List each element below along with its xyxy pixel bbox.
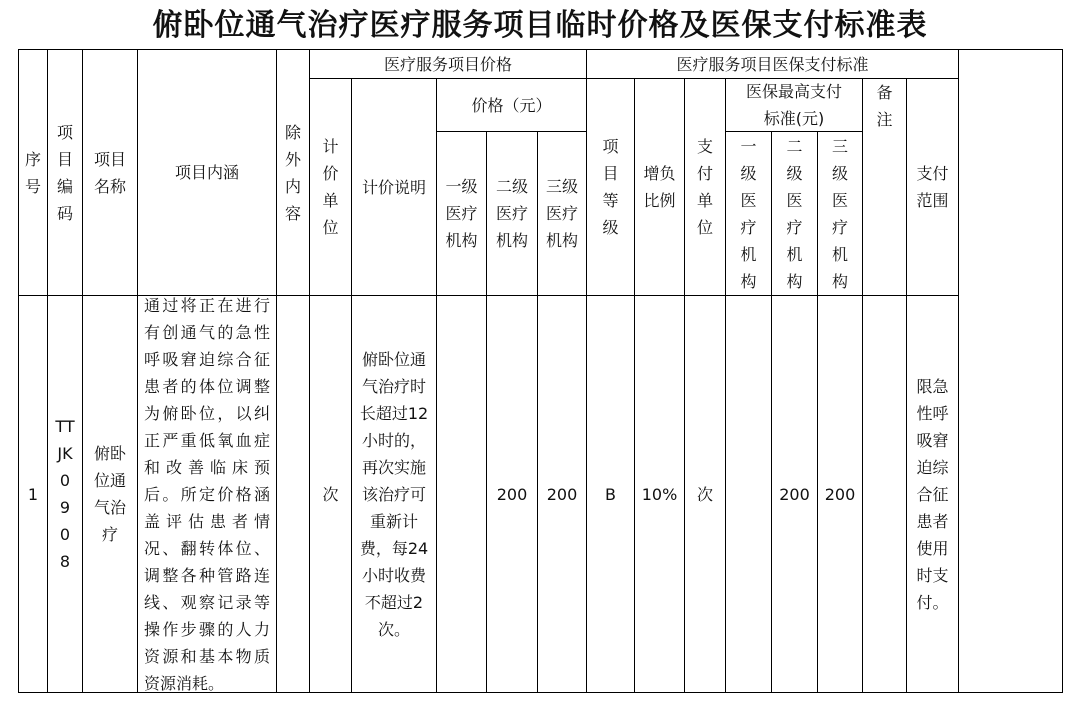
row-seq: 1	[27, 484, 39, 504]
row-level3: 200	[546, 484, 578, 504]
header-level1: 一级医疗机构	[445, 177, 478, 250]
header-max-l3: 三级医疗机构	[832, 136, 849, 291]
row-level2: 200	[496, 484, 528, 504]
header-max-pay: 医保最高支付标准(元)	[745, 82, 842, 128]
row-unit: 次	[322, 484, 339, 504]
header-insurance-group: 医疗服务项目医保支付标准	[676, 54, 869, 74]
row-max-l2: 200	[779, 484, 810, 504]
row-max-l3: 200	[824, 484, 856, 504]
header-pay-unit: 支付单位	[697, 137, 714, 237]
row-grade: B	[605, 484, 616, 504]
row-scope: 限急性呼吸窘迫综合征患者使用时支付。	[916, 376, 949, 612]
header-ratio: 增负比例	[643, 164, 676, 210]
row-pay-unit: 次	[696, 484, 713, 504]
row-level1	[437, 296, 486, 692]
header-name: 项目名称	[93, 149, 126, 196]
row-ratio: 10%	[641, 484, 678, 504]
header-unit: 计价单位	[322, 137, 339, 237]
header-max-l2: 二级医疗机构	[786, 136, 803, 291]
row-code: TTJK0908	[55, 417, 75, 571]
header-price-note: 计价说明	[361, 177, 426, 197]
row-price-note: 俯卧位通气治疗时长超过12小时的，再次实施该治疗可重新计费，每24小时收费不超过2次。	[359, 349, 429, 639]
header-remark: 备注	[876, 83, 893, 129]
page-title: 俯卧位通气治疗医疗服务项目临时价格及医保支付标准表	[152, 8, 928, 43]
header-seq: 序号	[25, 149, 42, 196]
header-max-l1: 一级医疗机构	[740, 136, 757, 291]
header-code: 项目编码	[56, 122, 73, 223]
header-level3: 三级医疗机构	[546, 177, 579, 250]
row-name: 俯卧位通气治疗	[93, 444, 126, 544]
header-price-group: 医疗服务项目价格	[383, 54, 512, 74]
header-grade: 项目等级	[602, 137, 619, 237]
row-content: 通过将正在进行有创通气的急性呼吸窘迫综合征患者的体位调整为俯卧位，以纠正严重低氧血症和改善临床预后。所定价格涵盖评估患者情况、翻转体位、调整各种管路连线、观察记录等操作步骤的人力资源和基本物质资源消耗。	[144, 295, 270, 693]
row-remark	[863, 296, 906, 692]
header-price-yuan: 价格（元）	[471, 95, 552, 115]
header-excluded: 除外内容	[285, 122, 302, 223]
row-max-l1	[726, 296, 771, 692]
header-content: 项目内涵	[174, 163, 239, 182]
header-scope: 支付范围	[916, 164, 949, 210]
header-level2: 二级医疗机构	[495, 177, 528, 250]
row-excluded	[277, 296, 309, 692]
